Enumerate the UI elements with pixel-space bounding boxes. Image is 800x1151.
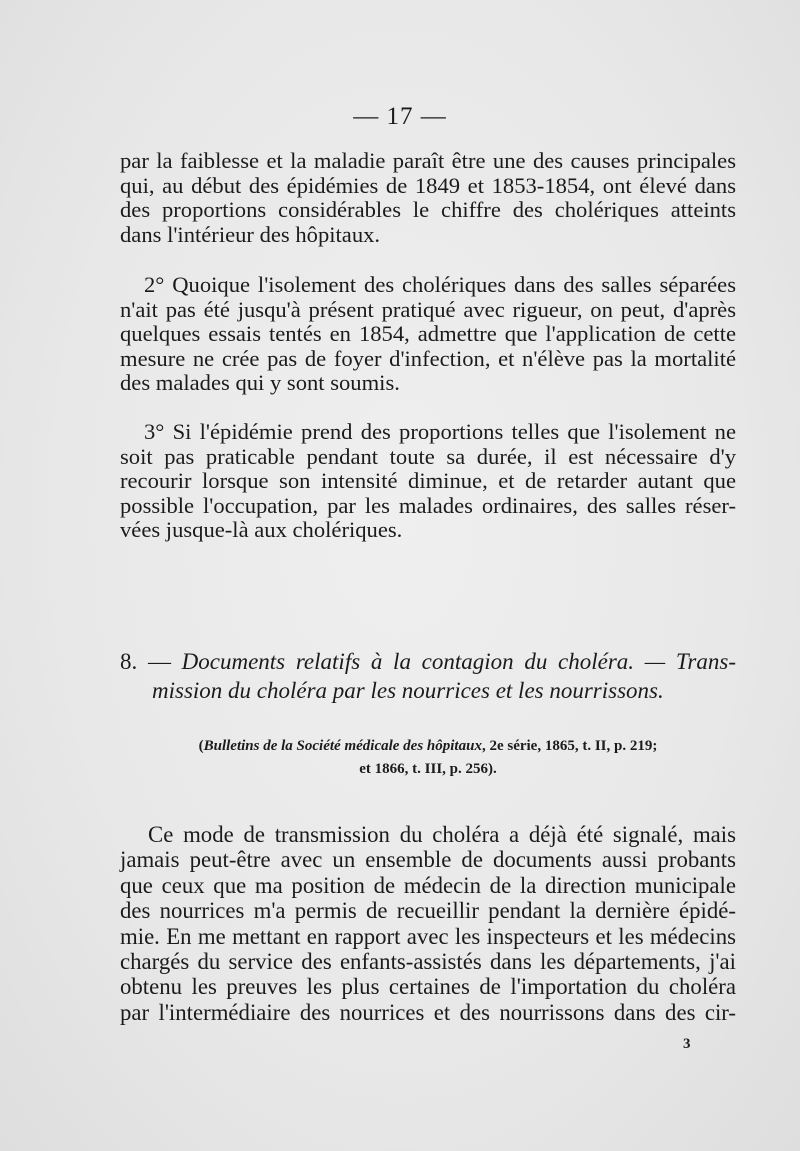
section-heading-line-2 [120, 676, 736, 705]
text-line: soit pas praticable pendant toute sa durée, il est nécessaire d'y [120, 443, 736, 469]
text-line: que ceux que ma position de médecin de la direction municipale [120, 872, 736, 898]
text-line: n'ait pas été jusqu'à présent pratiqué avec rigueur, on peut, d'après [120, 296, 736, 322]
text-line: des nourrices m'a permis de recueillir pendant la dernière épidé- [120, 898, 736, 924]
text-line: Ce mode de transmission du choléra a déjà été signalé, mais [148, 822, 736, 847]
text-line: qui, au début des épidémies de 1849 et 1853-1854, ont élevé dans [120, 172, 736, 198]
citation [120, 735, 736, 781]
text-line: mie. En me mettant en rapport avec les inspecteurs et les médecins [120, 923, 736, 949]
section-title-part-2: mission du choléra par les nourrices et les nourrissons. [152, 678, 664, 703]
text-line: mesure ne crée pas de foyer d'infection, et n'élève pas la mortalité [120, 345, 736, 371]
text-line: obtenu les preuves les plus certaines de l'importation du choléra [120, 974, 736, 1000]
section-number: 8. — [120, 649, 171, 674]
text-line: jamais peut-être avec un ensemble de documents aussi probants [120, 847, 736, 873]
text-line: par la faiblesse et la maladie paraît être une des causes principales [120, 148, 736, 173]
citation-line-2: et 1866, t. III, p. 256). [359, 761, 497, 777]
paragraph-point-2 [120, 273, 736, 396]
text-line: possible l'occupation, par les malades ordinaires, des salles réser- [120, 492, 736, 518]
text-line: des malades qui y sont soumis. [120, 370, 400, 396]
section-heading-line-1 [120, 647, 736, 676]
section-title-part-1: Documents relatifs à la contagion du choléra. — Trans- [181, 649, 736, 674]
page-number: — 17 — [353, 103, 447, 130]
text-line: dans l'intérieur des hôpitaux. [120, 221, 381, 247]
section-heading [120, 647, 736, 705]
citation-line-1 [120, 735, 736, 758]
text-line: chargés du service des enfants-assistés dans les départements, j'ai [120, 949, 736, 975]
text-line: recourir lorsque son intensité diminue, et de retarder autant que [120, 468, 736, 494]
text-line: 3° Si l'épidémie prend des proportions telles que l'isolement ne [144, 419, 736, 444]
text-line: 2° Quoique l'isolement des cholériques dans des salles séparées [144, 272, 736, 297]
paragraph-point-3 [120, 420, 736, 543]
citation-paren: ( [198, 738, 204, 754]
paragraph-continuation [120, 149, 736, 247]
citation-details: , 2e série, 1865, t. II, p. 219; [481, 738, 658, 754]
text-line: des proportions considérables le chiffre des cholériques atteints [120, 197, 736, 223]
text-line: par l'intermédiaire des nourrices et des nourrissons dans des cir- [120, 999, 736, 1025]
citation-journal: Bulletins de la Société médicale des hôpitaux [203, 738, 482, 754]
paragraph-transmission [120, 822, 736, 1025]
text-line: vées jusque-là aux cholériques. [120, 517, 403, 543]
text-line: quelques essais tentés en 1854, admettre que l'application de cette [120, 321, 736, 347]
signature-mark: 3 [683, 1036, 691, 1052]
